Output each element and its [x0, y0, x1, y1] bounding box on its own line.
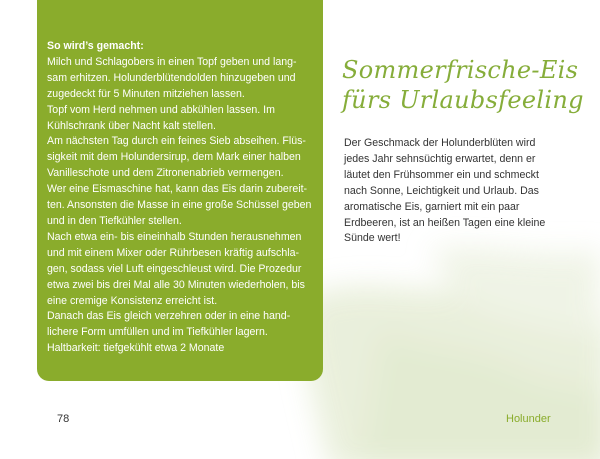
intro-line: Erdbeeren, ist an heißen Tagen eine kleine — [344, 216, 546, 229]
intro-line: läutet den Frühsommer ein und schmeckt — [344, 168, 539, 181]
instructions-heading: So wird’s gemacht: — [47, 40, 144, 52]
page-number: 78 — [57, 413, 70, 425]
intro-line: Sünde wert! — [344, 232, 401, 245]
recipe-instructions — [47, 39, 312, 357]
instruction-line: sam erhitzen. Holunderblütendolden hinzugeben und — [47, 71, 296, 84]
instruction-line: Wer eine Eismaschine hat, kann das Eis darin zubereit- — [47, 183, 308, 196]
title-line-1: Sommerfrische-Eis — [342, 56, 579, 84]
instruction-line: ten. Ansonsten die Masse in eine große Schüssel geben — [47, 199, 312, 212]
instruction-line: etwa zwei bis drei Mal alle 30 Minuten wiederholen, bis — [47, 278, 305, 291]
instruction-line: Am nächsten Tag durch ein feines Sieb abseihen. Flüs- — [47, 135, 306, 148]
instruction-line: Kühlschrank über Nacht kalt stellen. — [47, 119, 216, 132]
instruction-line: sigkeit mit dem Holundersirup, dem Mark einer halben — [47, 151, 301, 164]
instruction-line: eine cremige Konsistenz erreicht ist. — [47, 294, 218, 307]
instruction-line: lichere Form umfüllen und im Tiefkühler lagern. — [47, 326, 268, 339]
instruction-line: Vanilleschote und dem Zitronenabrieb vermengen. — [47, 167, 284, 180]
intro-line: Der Geschmack der Holunderblüten wird — [344, 137, 536, 149]
instruction-line: Milch und Schlagobers in einen Topf geben und lang- — [47, 55, 297, 68]
instruction-line: Nach etwa ein- bis eineinhalb Stunden herausnehmen — [47, 230, 302, 243]
instruction-line: Haltbarkeit: tiefgekühlt etwa 2 Monate — [47, 342, 225, 355]
recipe-intro — [344, 136, 576, 247]
instruction-line: Topf vom Herd nehmen und abkühlen lassen. Im — [47, 103, 275, 116]
intro-line: aromatische Eis, garniert mit ein paar — [344, 200, 520, 213]
section-label: Holunder — [506, 413, 551, 425]
recipe-title — [342, 55, 582, 115]
instruction-line: zugedeckt für 5 Minuten mitziehen lassen. — [47, 87, 245, 100]
instruction-line: Danach das Eis gleich verzehren oder in eine hand- — [47, 310, 291, 323]
instruction-line: und in den Tiefkühler stellen. — [47, 214, 182, 227]
intro-line: jedes Jahr sehnsüchtig erwartet, denn er — [344, 152, 536, 165]
instruction-line: und mit einem Mixer oder Rührbesen kräftig aufschla- — [47, 246, 300, 259]
instruction-line: gen, sodass viel Luft eingeschleust wird. Die Prozedur — [47, 262, 302, 275]
title-line-2: fürs Urlaubsfeeling — [342, 86, 584, 114]
intro-line: nach Sonne, Leichtigkeit und Urlaub. Das — [344, 184, 539, 197]
